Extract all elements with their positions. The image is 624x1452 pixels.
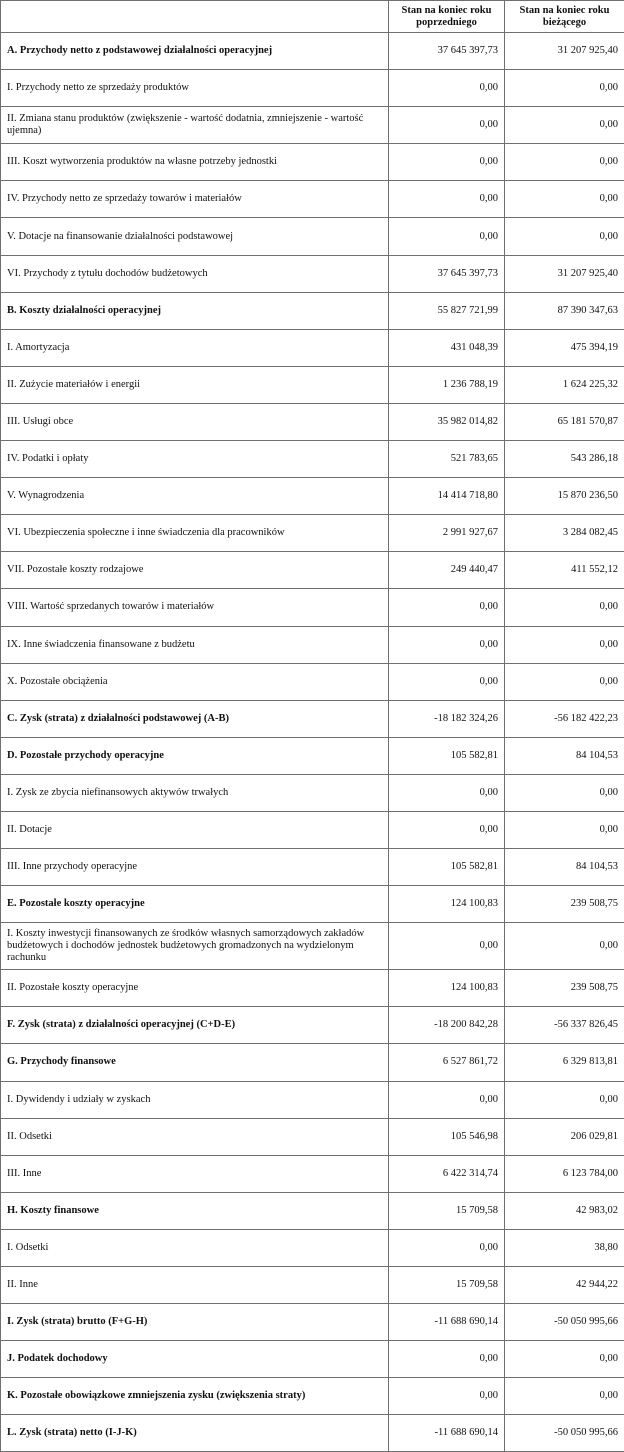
row-label: J. Podatek dochodowy [1,1341,389,1378]
row-label: K. Pozostałe obowiązkowe zmniejszenia zysku (zwiększenia straty) [1,1378,389,1415]
current-year-value: -50 050 995,66 [505,1304,624,1341]
table-row [1,181,624,218]
row-label: II. Zużycie materiałów i energii [1,366,389,403]
row-label: I. Koszty inwestycji finansowanych ze środków własnych samorządowych zakładów budżetowych i dochodów jednostek budżetowych gromadzonych na wydzielonym rachunku [1,923,389,970]
current-year-value: 38,80 [505,1229,624,1266]
table-row [1,811,624,848]
table-row [1,589,624,626]
row-label: II. Pozostałe koszty operacyjne [1,970,389,1007]
row-label: I. Odsetki [1,1229,389,1266]
row-label: A. Przychody netto z podstawowej działalności operacyjnej [1,33,389,70]
row-label: E. Pozostałe koszty operacyjne [1,886,389,923]
row-label: IV. Podatki i opłaty [1,441,389,478]
table-row [1,923,624,970]
previous-year-value: 0,00 [389,663,505,700]
current-year-value: 42 983,02 [505,1192,624,1229]
current-year-value: 42 944,22 [505,1267,624,1304]
previous-year-value: 15 709,58 [389,1267,505,1304]
row-label: VI. Przychody z tytułu dochodów budżetowych [1,255,389,292]
table-row [1,403,624,440]
table-row [1,552,624,589]
row-label: F. Zysk (strata) z działalności operacyjnej (C+D-E) [1,1007,389,1044]
previous-year-value: 14 414 718,80 [389,478,505,515]
row-label: III. Koszt wytworzenia produktów na własne potrzeby jednostki [1,144,389,181]
table-row [1,515,624,552]
previous-year-value: 0,00 [389,774,505,811]
row-label: V. Dotacje na finansowanie działalności podstawowej [1,218,389,255]
table-row [1,107,624,144]
previous-year-value: 105 582,81 [389,849,505,886]
table-row [1,478,624,515]
previous-year-value: 6 527 861,72 [389,1044,505,1081]
current-year-value: 543 286,18 [505,441,624,478]
table-row [1,1341,624,1378]
current-year-value: 0,00 [505,1341,624,1378]
current-year-value: 0,00 [505,70,624,107]
row-label: II. Dotacje [1,811,389,848]
current-year-value: -56 337 826,45 [505,1007,624,1044]
previous-year-value: 0,00 [389,1341,505,1378]
header-label-cell [1,1,389,33]
current-year-value: 31 207 925,40 [505,33,624,70]
current-year-value: 6 329 813,81 [505,1044,624,1081]
table-row [1,255,624,292]
current-year-value: 87 390 347,63 [505,292,624,329]
current-year-value: 0,00 [505,144,624,181]
current-year-value: 475 394,19 [505,329,624,366]
row-label: G. Przychody finansowe [1,1044,389,1081]
current-year-value: 6 123 784,00 [505,1155,624,1192]
row-label: VII. Pozostałe koszty rodzajowe [1,552,389,589]
table-row [1,1304,624,1341]
row-label: I. Zysk (strata) brutto (F+G-H) [1,1304,389,1341]
current-year-value: 84 104,53 [505,737,624,774]
table-row [1,1415,624,1452]
row-label: C. Zysk (strata) z działalności podstawowej (A-B) [1,700,389,737]
current-year-value: 0,00 [505,774,624,811]
table-row [1,1007,624,1044]
current-year-value: 0,00 [505,626,624,663]
row-label: IX. Inne świadczenia finansowane z budżetu [1,626,389,663]
table-row [1,218,624,255]
row-label: VIII. Wartość sprzedanych towarów i materiałów [1,589,389,626]
previous-year-value: 15 709,58 [389,1192,505,1229]
row-label: I. Dywidendy i udziały w zyskach [1,1081,389,1118]
previous-year-value: 2 991 927,67 [389,515,505,552]
current-year-value: 3 284 082,45 [505,515,624,552]
previous-year-value: 105 582,81 [389,737,505,774]
previous-year-value: 0,00 [389,107,505,144]
table-row [1,366,624,403]
previous-year-value: 6 422 314,74 [389,1155,505,1192]
current-year-value: 0,00 [505,107,624,144]
current-year-value: 239 508,75 [505,970,624,1007]
current-year-value: 411 552,12 [505,552,624,589]
previous-year-value: 249 440,47 [389,552,505,589]
previous-year-value: 55 827 721,99 [389,292,505,329]
table-row [1,144,624,181]
row-label: I. Zysk ze zbycia niefinansowych aktywów trwałych [1,774,389,811]
previous-year-value: -18 182 324,26 [389,700,505,737]
row-label: III. Usługi obce [1,403,389,440]
previous-year-value: 431 048,39 [389,329,505,366]
row-label: D. Pozostałe przychody operacyjne [1,737,389,774]
previous-year-value: 0,00 [389,70,505,107]
table-row [1,700,624,737]
previous-year-value: 0,00 [389,1081,505,1118]
current-year-value: 0,00 [505,1378,624,1415]
table-row [1,329,624,366]
current-year-value: 0,00 [505,663,624,700]
current-year-value: -56 182 422,23 [505,700,624,737]
table-row [1,1044,624,1081]
table-row [1,1378,624,1415]
row-label: H. Koszty finansowe [1,1192,389,1229]
previous-year-value: 105 546,98 [389,1118,505,1155]
row-label: I. Przychody netto ze sprzedaży produktów [1,70,389,107]
table-row [1,1118,624,1155]
current-year-value: 15 870 236,50 [505,478,624,515]
current-year-value: 206 029,81 [505,1118,624,1155]
table-row [1,33,624,70]
previous-year-value: 1 236 788,19 [389,366,505,403]
previous-year-value: 0,00 [389,589,505,626]
previous-year-value: 124 100,83 [389,970,505,1007]
previous-year-value: 35 982 014,82 [389,403,505,440]
row-label: II. Odsetki [1,1118,389,1155]
table-row [1,663,624,700]
row-label: III. Inne przychody operacyjne [1,849,389,886]
current-year-value: 0,00 [505,923,624,970]
table-row [1,970,624,1007]
table-row [1,1155,624,1192]
current-year-value: 0,00 [505,811,624,848]
row-label: X. Pozostałe obciążenia [1,663,389,700]
current-year-value: 239 508,75 [505,886,624,923]
previous-year-value: 37 645 397,73 [389,255,505,292]
row-label: II. Inne [1,1267,389,1304]
previous-year-value: 37 645 397,73 [389,33,505,70]
table-row [1,1267,624,1304]
table-row [1,886,624,923]
previous-year-value: 0,00 [389,144,505,181]
current-year-value: 31 207 925,40 [505,255,624,292]
row-label: III. Inne [1,1155,389,1192]
table-row [1,292,624,329]
previous-year-value: 124 100,83 [389,886,505,923]
current-year-value: -50 050 995,66 [505,1415,624,1452]
row-label: VI. Ubezpieczenia społeczne i inne świadczenia dla pracowników [1,515,389,552]
row-label: L. Zysk (strata) netto (I-J-K) [1,1415,389,1452]
table-row [1,737,624,774]
previous-year-value: 0,00 [389,1378,505,1415]
table-row [1,626,624,663]
current-year-value: 65 181 570,87 [505,403,624,440]
table-row [1,1192,624,1229]
current-year-value: 0,00 [505,1081,624,1118]
table-row [1,1229,624,1266]
previous-year-value: -11 688 690,14 [389,1304,505,1341]
current-year-value: 0,00 [505,181,624,218]
previous-year-value: 521 783,65 [389,441,505,478]
table-header-row [1,1,624,33]
row-label: V. Wynagrodzenia [1,478,389,515]
previous-year-value: 0,00 [389,626,505,663]
previous-year-value: 0,00 [389,181,505,218]
row-label: II. Zmiana stanu produktów (zwiększenie - wartość dodatnia, zmniejszenie - wartość ujemna) [1,107,389,144]
previous-year-value: 0,00 [389,923,505,970]
previous-year-value: 0,00 [389,811,505,848]
previous-year-value: -18 200 842,28 [389,1007,505,1044]
previous-year-value: -11 688 690,14 [389,1415,505,1452]
table-body [1,33,624,1452]
table-row [1,441,624,478]
table-row [1,849,624,886]
previous-year-value: 0,00 [389,218,505,255]
row-label: IV. Przychody netto ze sprzedaży towarów i materiałów [1,181,389,218]
current-year-value: 0,00 [505,589,624,626]
table-row [1,774,624,811]
row-label: B. Koszty działalności operacyjnej [1,292,389,329]
current-year-value: 0,00 [505,218,624,255]
current-year-value: 84 104,53 [505,849,624,886]
header-previous-year: Stan na koniec roku poprzedniego [389,1,505,33]
table-row [1,70,624,107]
current-year-value: 1 624 225,32 [505,366,624,403]
header-current-year: Stan na koniec roku bieżącego [505,1,624,33]
previous-year-value: 0,00 [389,1229,505,1266]
table-row [1,1081,624,1118]
row-label: I. Amortyzacja [1,329,389,366]
